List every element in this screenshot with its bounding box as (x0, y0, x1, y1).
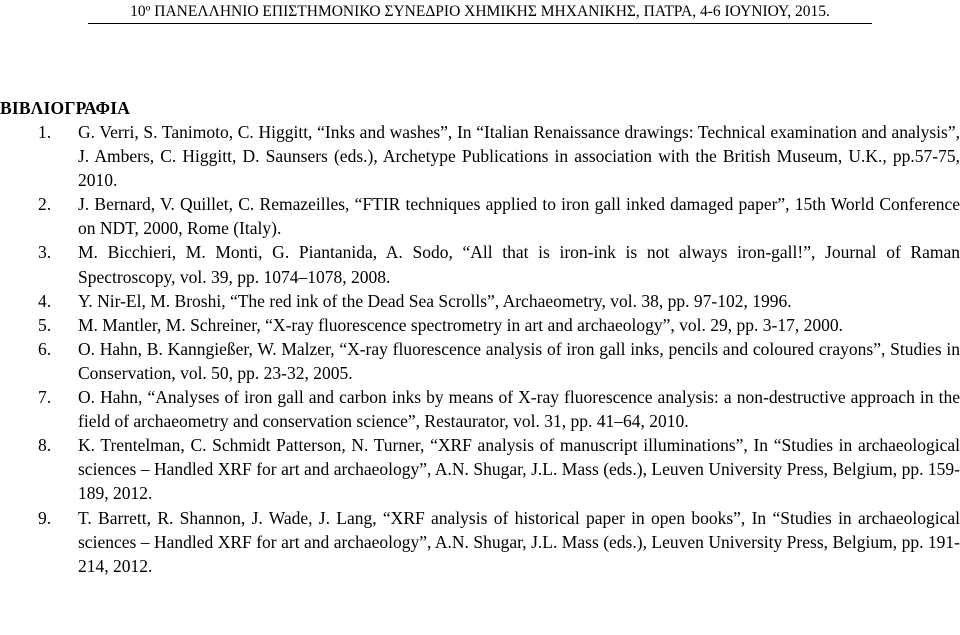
reference-text: M. Mantler, M. Schreiner, “X-ray fluorescence spectrometry in art and archaeology”, vol. 29, pp. 3-17, 2000. (78, 314, 843, 335)
reference-item (0, 506, 960, 578)
reference-number: 3. (38, 242, 52, 263)
reference-list (0, 120, 960, 578)
reference-text: K. Trentelman, C. Schmidt Patterson, N. Turner, “XRF analysis of manuscript illuminations”, In “Studies in archaeological sciences – Handled XRF for art and archaeology”, A.N. Shugar, J.L. Mass (eds.), Leuven University Press, Belgium, pp. 159-189, 2012. (78, 435, 960, 504)
reference-item (0, 313, 960, 337)
reference-item (0, 385, 960, 433)
reference-number: 5. (38, 314, 52, 335)
reference-item (0, 337, 960, 385)
reference-item (0, 433, 960, 505)
reference-number: 7. (38, 387, 52, 408)
reference-number: 9. (38, 507, 52, 528)
reference-text: O. Hahn, “Analyses of iron gall and carbon inks by means of X-ray fluorescence analysis: a non-destructive approach in the field of archaeometry and conservation science”, Restaurator, vol. 31, pp. 41–64, 2010. (78, 387, 960, 432)
section-title: ΒΙΒΛΙΟΓΡΑΦΙΑ (0, 98, 131, 118)
reference-text: M. Bicchieri, M. Monti, G. Piantanida, A. Sodo, “All that is iron-ink is not always iron-gall!”, Journal of Raman Spectroscopy, vol. 39, pp. 1074–1078, 2008. (78, 242, 960, 287)
reference-item (0, 120, 960, 192)
conference-header (0, 0, 960, 24)
header-divider (88, 23, 872, 24)
reference-text: Y. Nir-El, M. Broshi, “The red ink of the Dead Sea Scrolls”, Archaeometry, vol. 38, pp. 97-102, 1996. (78, 290, 792, 311)
reference-number: 2. (38, 194, 52, 215)
reference-item (0, 240, 960, 288)
reference-number: 1. (38, 122, 52, 142)
reference-text: G. Verri, S. Tanimoto, C. Higgitt, “Inks and washes”, In “Italian Renaissance drawings: Technical examination and analysis”, J. Ambers, C. Higgitt, D. Saunsers (eds.), Archetype Publications in association with the British Museum, U.K., pp.57-75, 2010. (78, 122, 960, 191)
reference-text: J. Bernard, V. Quillet, C. Remazeilles, “FTIR techniques applied to iron gall inked damaged paper”, 15th World Conference on NDT, 2000, Rome (Italy). (78, 194, 960, 239)
reference-number: 6. (38, 338, 52, 359)
reference-item (0, 289, 960, 313)
conference-header-text: 10º ΠΑΝΕΛΛΗΝΙΟ ΕΠΙΣΤΗΜΟΝΙΚΟ ΣΥΝΕΔΡΙΟ ΧΗΜΙΚΗΣ ΜΗΧΑΝΙΚΗΣ, ΠΑΤΡΑ, 4-6 ΙΟΥΝΙΟΥ, 2015. (130, 3, 830, 20)
reference-number: 8. (38, 435, 52, 456)
reference-number: 4. (38, 290, 52, 311)
reference-item (0, 192, 960, 240)
reference-text: T. Barrett, R. Shannon, J. Wade, J. Lang, “XRF analysis of historical paper in open books”, In “Studies in archaeological sciences – Handled XRF for art and archaeology”, A.N. Shugar, J.L. Mass (eds.), Leuven University Press, Belgium, pp. 191-214, 2012. (78, 507, 960, 576)
reference-text: O. Hahn, B. Kanngießer, W. Malzer, “X-ray fluorescence analysis of iron gall inks, pencils and coloured crayons”, Studies in Conservation, vol. 50, pp. 23-32, 2005. (78, 338, 960, 383)
